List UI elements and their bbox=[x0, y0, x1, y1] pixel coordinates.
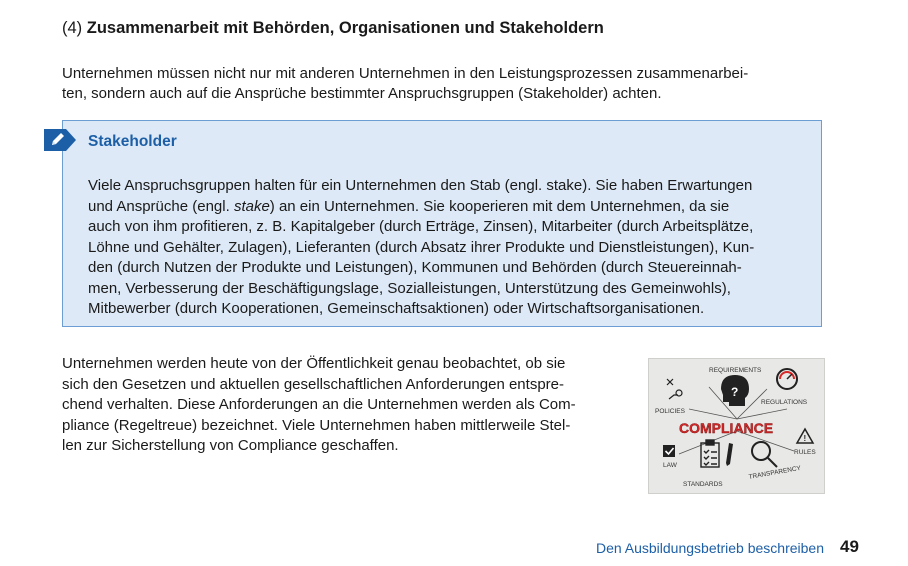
warning-icon bbox=[797, 429, 813, 443]
compliance-line: pliance (Regeltreue) bezeichnet. Viele Unternehmen haben mittlerweile Stel- bbox=[62, 416, 571, 434]
intro-paragraph bbox=[62, 64, 828, 104]
pencil-sketch-icon bbox=[726, 443, 733, 466]
compliance-line: chend verhalten. Diese Anforderungen an die Unternehmen werden als Com- bbox=[62, 396, 576, 413]
compliance-line: sich den Gesetzen und aktuellen gesellschaftlichen Anforderungen entspre- bbox=[62, 375, 564, 393]
emphasized-term: stake bbox=[233, 197, 270, 215]
info-box-line: auch von ihm profitieren, z. B. Kapitalgeber (durch Erträge, Zinsen), Mitarbeiter (durch Arbeitsplätze, bbox=[88, 218, 754, 235]
svg-text:!: ! bbox=[803, 434, 807, 443]
head-question-icon bbox=[721, 375, 749, 406]
policies-label: POLICIES bbox=[655, 408, 685, 415]
transparency-label: TRANSPARENCY bbox=[748, 464, 802, 481]
page-number: 49 bbox=[840, 537, 859, 556]
info-box-line: den (durch Nutzen der Produkte und Leistungen), Kommunen und Behörden (durch Steuereinnah- bbox=[88, 259, 742, 276]
compliance-illustration bbox=[648, 358, 825, 494]
intro-line: Unternehmen müssen nicht nur mit anderen Unternehmen in den Leistungsprozessen zusammenarbei- bbox=[62, 65, 749, 82]
standards-label: STANDARDS bbox=[683, 481, 723, 488]
info-box-line: Löhne und Gehälter, Zulagen), Lieferanten (durch Absatz ihrer Produkte und Dienstleistungen), Kun- bbox=[88, 238, 755, 256]
section-number: (4) bbox=[62, 19, 83, 37]
footer-chapter-title: Den Ausbildungsbetrieb beschreiben bbox=[595, 540, 824, 556]
section-heading bbox=[62, 19, 604, 38]
law-label: LAW bbox=[663, 462, 677, 469]
tactics-icon bbox=[667, 379, 682, 399]
info-box-title: Stakeholder bbox=[88, 133, 177, 150]
regulations-label: REGULATIONS bbox=[761, 399, 808, 406]
compliance-line: Unternehmen werden heute von der Öffentlichkeit genau beobachtet, ob sie bbox=[62, 355, 566, 372]
pencil-icon bbox=[44, 129, 76, 151]
svg-text:?: ? bbox=[731, 385, 739, 399]
section-title: Zusammenarbeit mit Behörden, Organisationen und Stakeholdern bbox=[86, 19, 604, 37]
info-box-line: men, Verbesserung der Beschäftigungslage, Sozialleistungen, Unterstützung des Gemeinwohls), bbox=[88, 279, 731, 297]
info-box-line: und Ansprüche (engl. stake) an ein Unternehmen. Sie kooperieren mit dem Unternehmen, da sie bbox=[88, 197, 730, 215]
compliance-word: COMPLIANCE bbox=[679, 420, 774, 436]
checkbox-icon bbox=[663, 445, 675, 457]
rules-label: RULES bbox=[794, 449, 816, 456]
gauge-icon bbox=[777, 369, 797, 389]
compliance-paragraph bbox=[62, 354, 628, 457]
info-box-body bbox=[88, 176, 808, 320]
compliance-line: len zur Sicherstellung von Compliance geschaffen. bbox=[62, 437, 399, 454]
intro-line: ten, sondern auch auf die Ansprüche bestimmter Anspruchsgruppen (Stakeholder) achten. bbox=[62, 85, 662, 102]
magnifier-icon bbox=[752, 442, 777, 467]
requirements-label: REQUIREMENTS bbox=[709, 367, 762, 374]
info-box-line: Viele Anspruchsgruppen halten für ein Unternehmen den Stab (engl. stake). Sie haben Erwartungen bbox=[88, 177, 753, 194]
info-box-line: Mitbewerber (durch Kooperationen, Gemeinschaftsaktionen) oder Wirtschaftsorganisationen. bbox=[88, 300, 705, 317]
